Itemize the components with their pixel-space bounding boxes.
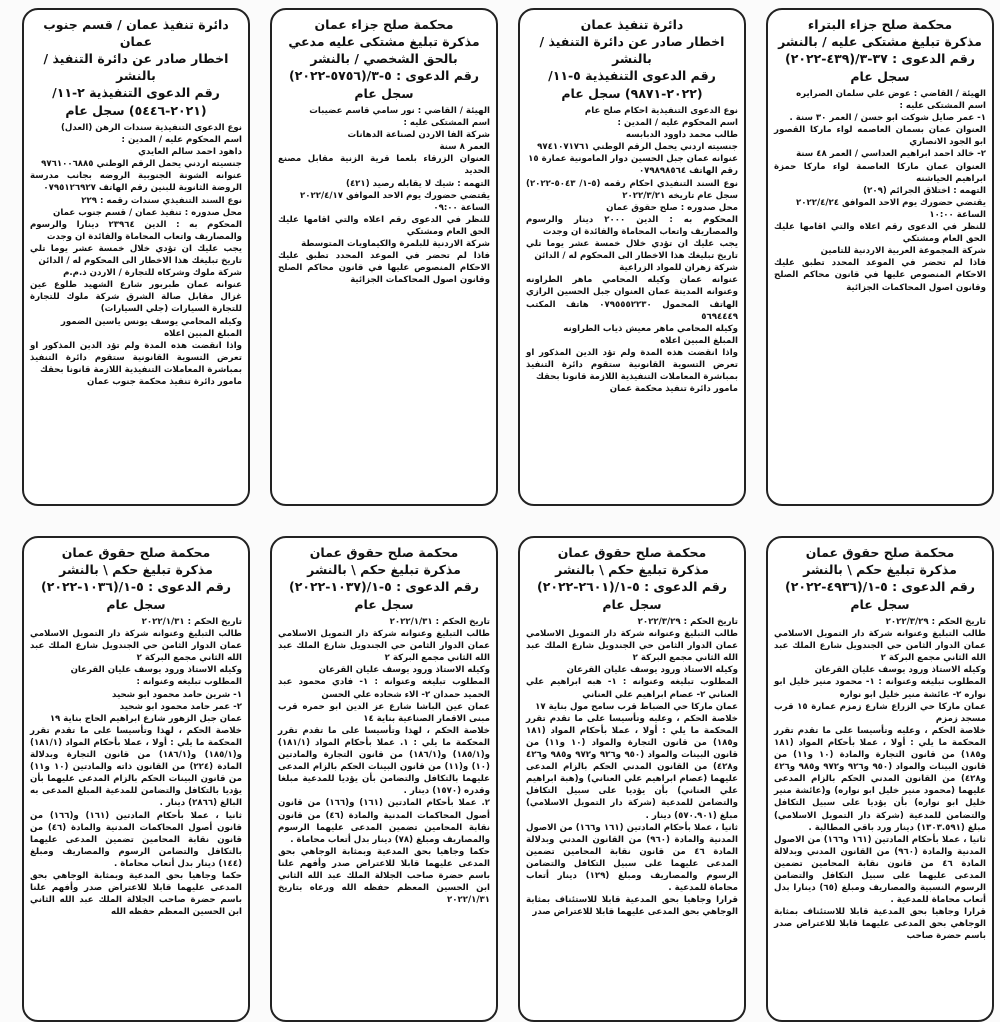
- notice-line: حكما وجاهيا بحق المدعية وبمثابة الوجاهي بحق المدعى عليهما قابلا للاعتراض صدر وأفهم علنا باسم حضرة صاحب الجلالة الملك عبد الله الثاني ابن الحسين المعظم حفظه الله ورعاه بتاريخ ٢٠٢٢/١/٣١: [278, 846, 490, 906]
- notice-line: عمان جبل الزهور شارع ابراهيم الحاج بناية ١٩: [49, 713, 242, 724]
- notice-line: العنوان عمان ماركا العاصمة لواء ماركا حمزة ابراهيم الحياشنه: [774, 161, 986, 184]
- notice-line: عنوانه الشونة الجنوبية الروضه بجانب مدرسة الروضة الثانوية للبنين رقم الهاتف ٠٧٩٥١٢٦٩٢٧: [30, 171, 242, 194]
- register-label: سجل عام: [850, 597, 910, 612]
- notice-line: ثانيا ، عملا بأحكام المادتين (١٦١ و١٦٦) من الاصول المدنية والمادة (٩٦٠) من القانون المدني وبدلالة المادة ٤٦ من قانون نقابة المحامين تضمين المدعى عليهما على سبيل التكافل والتضامن الرسوم والمصاريف ومبلغ (١٢٩) دينار أتعاب محاماة للمدعية .: [526, 822, 738, 894]
- notice-subheading: مذكرة تبليغ حكم \ بالنشر: [59, 562, 213, 577]
- notice-line: للنظر في الدعوى رقم اعلاه والتي اقامها عليك الحق العام ومشتكي: [278, 214, 490, 237]
- notice-line: ١- عمر صايل شوكت ابو حسن / العمر ٣٠ سنة .: [789, 113, 986, 124]
- notice-line: ثانيا ، عملا بأحكام المادتين (١٦١ و١٦٦) من الاصول المدنية والمادة (٩٦٠) من القانون المدني وبدلالة المادة ٤٦ من قانون نقابة المحامين تضمين المدعى عليهما على سبيل التكافل والتضامن الرسوم النسبية والمصاريف ومبلغ (٦٥) دينارا بدل أتعاب محاماة للمدعية .: [774, 834, 986, 906]
- notice-line: عمان عين الباشا شارع عز الدين ابو حمره قرب مبنى الاقمار الصناعية بناية ١٤: [278, 701, 490, 724]
- notice-line: ١- شرين حامد محمود ابو شحيد: [112, 689, 242, 700]
- notice-heading: محكمة صلح حقوق عمان: [61, 545, 211, 560]
- notice-body: [30, 122, 242, 388]
- notice-line: فاذا لم تحضر في الموعد المحدد تطبق عليك الاحكام المنصوص عليها في قانون محاكم الصلح وقانون اصول المحاكمات الجزائية: [774, 258, 986, 293]
- notice-line: ٢. عملا بأحكام المادتين (١٦١) و(١٦٦) من قانون أصول المحاكمات المدنية والمادة (٤٦) من قانون نقابة المحامين تضمين المدعى عليهما الرسوم والمصاريف ومبلغ (٧٨) دينار بدل أتعاب محاماة .: [278, 798, 490, 845]
- notice-line: جنسيته اردني يحمل الرقم الوطني ٩٧٤١٠٧١٧٦١: [537, 142, 738, 153]
- notice-subheading: اخطار صادر عن دائرة التنفيذ / بالنشر: [539, 34, 725, 66]
- notice-line: المحكوم به : الدين ٢٣٩٦٤ دينارا والرسوم والمصاريف واتعاب المحاماة والفائدة ان وجدت: [30, 219, 242, 242]
- notice-line: عمان ماركا حي الزراع شارع زمزم عمارة ١٥ قرب مسجد زمزم: [774, 701, 986, 724]
- notice-line: عنوانه عمان جبل الحسين دوار المامونية عمارة ١٥: [528, 154, 738, 165]
- notice-body: [278, 616, 490, 906]
- notice-line: قرارا وجاهيا بحق المدعية قابلا للاستئناف بمثابة الوجاهي بحق المدعى عليهما قابلا للاعتراض صدر: [526, 895, 738, 918]
- notice-line: الهيئة / القاضي : عوض علي سلمان الصرايره: [796, 89, 986, 99]
- notice-civil-4936: [766, 536, 994, 1022]
- register-label: سجل عام: [354, 86, 414, 101]
- notice-line: وكيله الاستاذ ورود يوسف عليان القرعان: [318, 665, 490, 676]
- notice-heading: محكمة صلح حقوق عمان: [309, 545, 459, 560]
- notice-subheading: اخطار صادر عن دائرة التنفيذ / بالنشر: [43, 51, 229, 83]
- notice-line: ٢- عمر حامد محمود ابو شحيد: [119, 701, 242, 712]
- notice-line: العنوان عمان بسمان العاصمه لواء ماركا القصور ابو الجود الانصاري: [774, 125, 986, 148]
- notice-line: فاذا لم تحضر في الموعد المحدد تطبق عليك الاحكام المنصوص عليها في قانون محاكم الصلح وقانون اصول المحاكمات الجزائية: [278, 251, 490, 286]
- notice-line: الساعة ٠٩:٠٠: [433, 202, 490, 213]
- notice-line: التهمه : شيك لا يقابله رصيد (٤٢١): [346, 178, 490, 189]
- notice-line: المطلوب تبليغه وعنوانه : ١- هبه ابراهيم علي العناني ٢- عصام ابراهيم علي العناني: [526, 677, 739, 700]
- notice-body: [774, 88, 986, 294]
- notice-civil-1036: [22, 536, 250, 1022]
- notice-line: رقم الهاتف ٠٧٩٨٩٨٥٦٤: [638, 166, 738, 177]
- notice-line: قرارا وجاهيا بحق المدعية قابلا للاستئناف بمثابة الوجاهي بحق المدعى عليهما قابلا للاعتراض صدر باسم حضرة صاحب: [774, 907, 986, 942]
- notice-line: تاريخ الحكم : ٢٠٢٢/١/٣١: [389, 617, 490, 627]
- notice-line: المبلغ المبين اعلاه: [660, 335, 738, 346]
- notice-line: المحكوم به : الدين ٢٠٠٠ دينار والرسوم والمصاريف واتعاب المحاماة والفائدة ان وجدت: [526, 214, 738, 237]
- notice-line: خلاصة الحكم ، وعليه وتأسيسا على ما تقدم تقرر المحكمة ما يلي : أولا ، عملا بأحكام المواد (١٨١ و١٨٥) من قانون التجارة والمادة (١٠ و١١) من قانون البينات والمواد (٩٥٠ و٩٢٦ و٩٧٢ و٩٨٥ و٤٢٦ و٤٢٨) من القانون المدني الحكم بالزام المدعى عليهما (محمود منير خليل ابو نواره) و(عائشة منير خليل ابو نواره) بأن يؤديا على سبيل التكافل والتضامن للمدعية (شركة دار التمويل الاسلامي) مبلغ (١٣٠٣.٥٩١) دينار ورد باقي المطالبة .: [774, 725, 987, 833]
- notice-line: خلاصة الحكم ، وعليه وتأسيسا على ما تقدم تقرر المحكمة ما يلي : أولا ، عملا بأحكام المواد (١٨١ و١٨٥) من قانون التجارة والمواد (١٠ و١١) من قانون البينات والمواد (٩٥٠ و٩٢٦ و٩٧٢ و٩٨٥ و٤٢٦ و٤٢٨) من القانون المدني الحكم بالزام المدعى عليهما (عصام ابراهيم علي العناني) و(هبة ابراهيم علي العناني) بأن يؤديا على سبيل التكافل والتضامن للمدعية (شركة دار التمويل الاسلامي) مبلغ (٥٧٠.٩٠١) دينار .: [526, 713, 739, 821]
- notice-line: المطلوب تبليغه وعنوانه : ١- فادي محمود عبد الحميد حمدان ٢- الاء شحاده علي الحسن: [278, 677, 490, 700]
- notice-line: طالب التبليغ وعنوانه شركة دار التمويل الاسلامي عمان الدوار الثامن حي الجندويل شارع الملك عبد الله الثاني مجمع البركة ٢: [526, 629, 738, 664]
- notice-line: نوع السند التنفيذي احكام رقمه (٥-١/ ٥٠٤٣-٢٠٢٢) سجل عام تاريخه ٢٠٢٢/٣/٢١: [526, 178, 738, 201]
- notice-line: شركة الفا الاردن لصناعة الدهانات: [347, 130, 490, 141]
- notice-line: مامور دائرة تنفيذ محكمة عمان: [609, 384, 738, 395]
- notice-line: تاريخ الحكم : ٢٠٢٢/٣/٢٩: [885, 617, 986, 627]
- notice-line: اسم المحكوم عليه / المدين :: [121, 135, 242, 146]
- register-label: سجل عام: [106, 597, 166, 612]
- notice-body: [30, 616, 242, 918]
- notice-line: ٢- خالد احمد ابراهيم العداسي / العمر ٤٨ سنة: [796, 149, 986, 160]
- notice-line: مامور دائرة تنفيذ محكمة جنوب عمان: [87, 376, 242, 387]
- notice-subheading: مذكرة تبليغ مشتكى عليه / بالنشر: [778, 34, 982, 49]
- notice-line: محل صدوره : صلح حقوق عمان: [606, 202, 738, 213]
- notice-amman-criminal: [270, 8, 498, 506]
- notice-line: للنظر في الدعوى رقم اعلاه والتي اقامها عليك الحق العام ومشتكي: [774, 222, 986, 245]
- notice-line: شركة الاردنية للبلمرة والكيماويات المتوسطة: [301, 239, 490, 250]
- notice-heading: محكمة صلح حقوق عمان: [805, 545, 955, 560]
- notice-line: وكيله الاستاذ ورود يوسف عليان القرعان: [70, 665, 242, 676]
- notice-civil-2601: [518, 536, 746, 1022]
- notice-line: شركة زهران للمواد الزراعية: [619, 263, 738, 274]
- notice-line: عمان ماركا حي الضباط قرب سامح مول بناية ١٧: [535, 701, 738, 712]
- notice-line: خلاصة الحكم ، لهذا وتأسيسا على ما تقدم تقرر المحكمة ما يلي : أولا ، عملا بأحكام المواد (١٨١/١) و(١٨٥/١) و(١٨٦/١) من قانون التجارة وبدلالة المادة (٢٢٤) من القانون ذاته والمادتين (١٠ و١١) من قانون البينات الحكم بالزام المدعى عليهما بأن يؤديا بالتكافل والتضامن للمدعية المبلغ المدعى به البالغ (٢٨٦٦) دينار .: [30, 725, 242, 809]
- notice-body: [526, 616, 738, 918]
- notice-line: وكيله الاستاذ ورود يوسف عليان القرعان: [566, 665, 738, 676]
- notice-heading: دائرة تنفيذ عمان / قسم جنوب عمان: [43, 17, 229, 49]
- notice-line: جنسيته اردني يحمل الرقم الوطني ٩٧٦١٠٠٦٨٨٥: [41, 159, 242, 170]
- notice-line: وكيله الاستاذ ورود يوسف عليان القرعان: [814, 665, 986, 676]
- register-label: سجل عام: [850, 69, 910, 84]
- notice-line: شركة ملوك وشركاه للتجارة / الاردن ذ.م.م: [63, 268, 242, 279]
- case-number: رقم الدعوى التنفيذية ٢-١١/: [52, 85, 220, 100]
- notice-line: عنوانه عمان وكيله المحامي ماهر الطراونه وعنوانه المدينة عمان العنوان جبل الحسين الرازي الهاتف المحمول ٠٧٩٥٥٥٢٢٣٠ هاتف المكتب ٥٦٩٤٤٤٩: [526, 275, 738, 322]
- notice-line: داهود احمد سالم العايدي: [138, 147, 242, 158]
- notice-line: المبلغ المبين اعلاه: [164, 328, 242, 339]
- notice-line: طالب محمد داوود الدبابسه: [625, 130, 738, 141]
- notice-line: يجب عليك ان تؤدي خلال خمسة عشر يوما تلي تاريخ تبليغك هذا الاخطار الى المحكوم له / الدائن: [30, 243, 242, 267]
- notice-line: المطلوب تبليغه وعنوانه : ١- محمود منير خليل ابو نواره ٢- عائشة منير خليل ابو نواره: [774, 677, 986, 700]
- notice-south-amman-execution: [22, 8, 250, 506]
- notice-line: تاريخ الحكم : ٢٠٢٢/١/٣١: [141, 617, 242, 627]
- notice-line: عنوانه عمان طبربور شارع الشهيد طلوع عين غزال مقابل صالة الشرق شركة ملوك للتجارة للتجارة السيارات (جلي السيارات): [30, 280, 242, 315]
- notice-line: التهمه : اختلاق الجرائم (٢٠٩): [863, 185, 986, 196]
- notice-subheading: مذكرة تبليغ حكم \ بالنشر: [307, 562, 461, 577]
- register-label: سجل عام: [354, 597, 414, 612]
- notice-line: محل صدوره : تنفيذ عمان / قسم جنوب عمان: [53, 207, 242, 218]
- notice-line: حكما وجاهيا بحق المدعية وبمثابة الوجاهي بحق المدعى عليهما قابلا للاعتراض صدر وأفهم علنا باسم حضرة صاحب الجلالة الملك عبد الله الثاني ابن الحسين المعظم حفظه الله: [30, 870, 242, 918]
- notice-line: شركة المجموعة العربية الاردنية للتامين: [820, 246, 986, 257]
- notice-line: يقتضي حضورك يوم الاحد الموافق ٢٠٢٢/٤/٢٤: [796, 197, 986, 208]
- notice-line: اسم المشتكى عليه :: [403, 118, 490, 129]
- case-number: رقم الدعوى : ٥-١/(٢٦٠١-٢٠٢٢) سجل عام: [536, 579, 728, 612]
- case-number: رقم الدعوى : ٥-٣/(٥٧٥٦-٢٠٢٢): [288, 68, 480, 83]
- notice-heading: دائرة تنفيذ عمان: [580, 17, 684, 32]
- notice-line: اسم المشتكى عليه :: [899, 101, 986, 112]
- notice-line: نوع الدعوى التنفيذية سندات الرهن (العدل): [60, 123, 242, 133]
- notice-heading: محكمة صلح جزاء عمان: [314, 17, 454, 32]
- case-number: رقم الدعوى : ٣٧-٣/(٤٣٩-٢٠٢٢): [784, 51, 975, 66]
- notice-line: ثانيا ، عملا بأحكام المادتين (١٦١) و(١٦٦) من قانون أصول المحاكمات المدنية والمادة (٤٦) من قانون نقابة المحامين تضمين المدعى عليهما بالتكافل والتضامن الرسوم والمصاريف ومبلغ (١٤٤) دينار بدل أتعاب محاماة .: [30, 810, 242, 869]
- notice-line: طالب التبليغ وعنوانه شركة دار التمويل الاسلامي عمان الدوار الثامن حي الجندويل شارع الملك عبد الله الثاني مجمع البركة ٢: [30, 629, 242, 664]
- case-number: رقم الدعوى التنفيذية ٥-١١/: [548, 68, 716, 83]
- case-number: رقم الدعوى : ٥-١/(١٠٣٧-٢٠٢٢): [288, 579, 480, 594]
- notice-line: نوع السند التنفيذي سندات رقمه : ٢٢٩: [81, 195, 242, 206]
- notice-line: يقتضي حضورك يوم الاحد الموافق ٢٠٢٢/٤/١٧: [300, 190, 490, 201]
- case-number: رقم الدعوى : ٥-١/(١٠٣٦-٢٠٢٢): [40, 579, 232, 594]
- register-label: (٢٠٢١-٥٤٤٦) سجل عام: [65, 103, 207, 118]
- notice-line: وكيله المحامي يوسف يونس ياسين الضمور: [60, 316, 242, 327]
- notice-heading: محكمة صلح جزاء البتراء: [807, 17, 953, 32]
- notice-line: طالب التبليغ وعنوانه شركة دار التمويل الاسلامي عمان الدوار الثامن حي الجندويل شارع الملك عبد الله الثاني مجمع البركة ٢: [774, 629, 986, 664]
- notice-line: المطلوب تبليغه وعنوانه :: [136, 677, 242, 688]
- notice-line: اسم المحكوم عليه / المدين :: [617, 118, 738, 129]
- notice-line: نوع الدعوى التنفيذية احكام صلح عام: [584, 106, 738, 116]
- notice-line: الهيئة / القاضي : نور سامي قاسم عضيبات: [309, 106, 490, 116]
- register-label: (٢٠٢٢-٩٨٧١) سجل عام: [561, 86, 703, 101]
- notice-line: طالب التبليغ وعنوانه شركة دار التمويل الاسلامي عمان الدوار الثامن حي الجندويل شارع الملك عبد الله الثاني مجمع البركة ٢: [278, 629, 490, 664]
- notice-body: [278, 105, 490, 286]
- notice-line: يجب عليك ان تؤدي خلال خمسة عشر يوما تلي تاريخ تبليغك هذا الاخطار الى المحكوم له / الدائن: [526, 239, 738, 262]
- notice-line: تاريخ الحكم : ٢٠٢٢/٣/٢٩: [637, 617, 738, 627]
- notice-line: العمر ٨ سنة: [439, 142, 490, 153]
- notice-petra-criminal: [766, 8, 994, 506]
- notice-subheading: مذكرة تبليغ مشتكى عليه مدعي بالحق الشخصي / بالنشر: [288, 34, 480, 66]
- notice-line: واذا انقضت هذه المدة ولم تؤد الدين المذكور او تعرض التسوية القانونية ستقوم دائرة التنفيذ بمباشرة المعاملات التنفيذية اللازمة قانونا بحقك: [30, 340, 242, 375]
- case-number: رقم الدعوى : ٥-١/(٤٩٣٦-٢٠٢٢): [784, 579, 976, 594]
- notice-civil-1037: [270, 536, 498, 1022]
- notice-heading: محكمة صلح حقوق عمان: [557, 545, 707, 560]
- notice-subheading: مذكرة تبليغ حكم \ بالنشر: [555, 562, 709, 577]
- notice-line: واذا انقضت هذه المدة ولم تؤد الدين المذكور او تعرض التسوية القانونية ستقوم دائرة التنفيذ بمباشرة المعاملات التنفيذية اللازمة قانونا بحقك: [526, 347, 738, 383]
- notice-line: خلاصة الحكم ، لهذا وتأسيسا على ما تقدم تقرر المحكمة ما يلي : ١. عملا بأحكام المواد (١٨١/١) و(١٨٥/١) و(١٨٦/١) من قانون التجارة والمادتين (١٠) و(١١) من قانون البينات الحكم بالزام المدعى عليهما بالتكافل والتضامن بأن يؤديا للمدعية مبلغا وقدره (١٥٧٠) دينار .: [278, 725, 490, 797]
- notice-subheading: مذكرة تبليغ حكم \ بالنشر: [803, 562, 957, 577]
- notice-amman-execution: [518, 8, 746, 506]
- notice-line: العنوان الزرقاء بلعما قرية الزنية مقابل مصنع الحديد: [278, 154, 490, 177]
- notice-line: وكيله المحامي ماهر معيش ذياب الطراونه: [563, 323, 738, 334]
- notice-body: [526, 105, 738, 395]
- notice-line: الساعة ١٠:٠٠: [929, 209, 986, 220]
- notice-body: [774, 616, 986, 943]
